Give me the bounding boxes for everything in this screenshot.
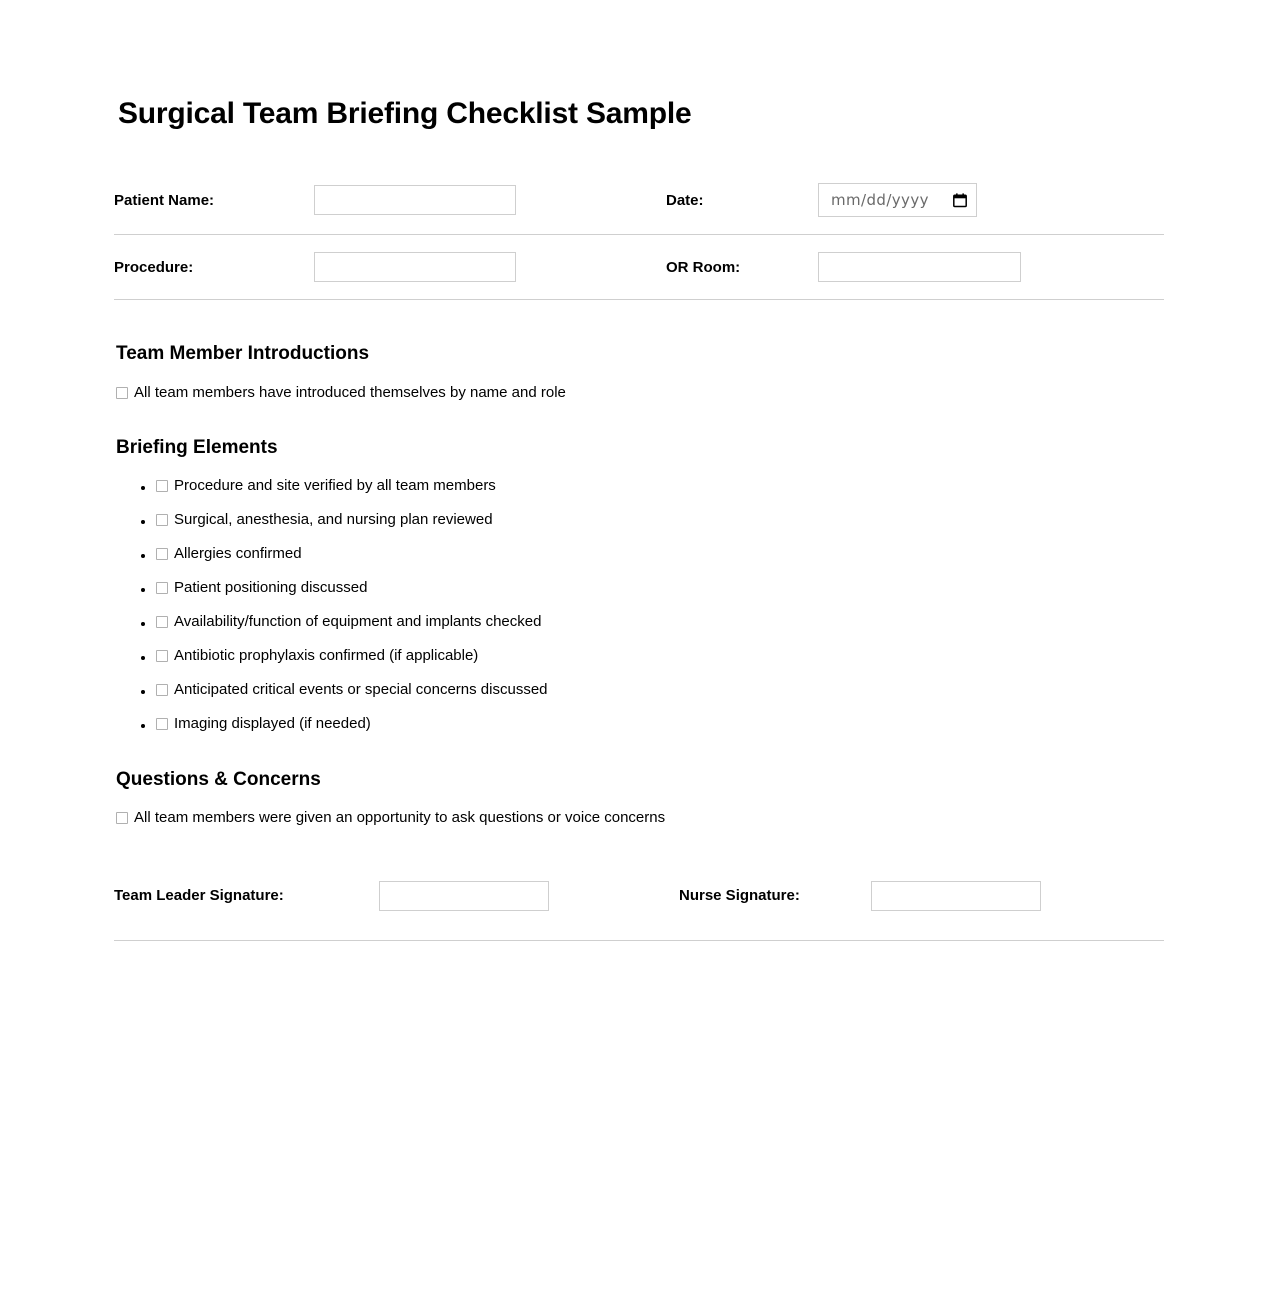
table-row: [114, 166, 1164, 235]
list-item: [156, 612, 1164, 632]
team-leader-signature-input[interactable]: [379, 881, 549, 911]
briefing-elements-list: [114, 476, 1164, 734]
section-heading-team-member-introductions: Team Member Introductions: [116, 343, 370, 364]
checkbox-briefing-3[interactable]: [156, 582, 168, 594]
checkbox-label-briefing-4[interactable]: • Availability/function of equipment and implants checked: [174, 613, 542, 630]
checkbox-label-briefing-6[interactable]: • Anticipated critical events or special concerns discussed: [174, 681, 548, 698]
team-leader-signature-cell: [379, 865, 679, 927]
checkbox-briefing-1[interactable]: [156, 514, 168, 526]
checkbox-label-briefing-5[interactable]: • Antibiotic prophylaxis confirmed (if applicable): [174, 647, 479, 664]
patient-info-table: [114, 166, 1164, 300]
checklist-row-introductions: [114, 383, 1164, 403]
or-room-label: OR Room:: [666, 235, 818, 300]
checkbox-label-briefing-2[interactable]: • Allergies confirmed: [174, 545, 302, 562]
signature-table: [114, 865, 1164, 927]
procedure-input[interactable]: [314, 252, 516, 282]
section-heading-briefing-elements: Briefing Elements: [116, 437, 278, 459]
checkbox-label-introductions-0[interactable]: All team members have introduced themselves by name and role: [134, 383, 566, 401]
checkbox-introductions-0[interactable]: [116, 387, 128, 399]
procedure-cell: [314, 235, 666, 300]
table-row: [114, 235, 1164, 300]
table-row: [114, 865, 1164, 927]
checklist-row-questions: [114, 808, 1164, 828]
checkbox-briefing-0[interactable]: [156, 480, 168, 492]
section-heading-questions-concerns: Questions & Concerns: [116, 768, 321, 790]
list-item: [156, 680, 1164, 700]
list-item: [156, 544, 1164, 564]
checkbox-briefing-2[interactable]: [156, 548, 168, 560]
checkbox-briefing-7[interactable]: [156, 718, 168, 730]
date-label: Date:: [666, 166, 818, 235]
document-content: [114, 96, 1164, 941]
checkbox-label-briefing-1[interactable]: • Surgical, anesthesia, and nursing plan reviewed: [174, 511, 493, 528]
checkbox-briefing-4[interactable]: [156, 616, 168, 628]
checkbox-label-briefing-7[interactable]: • Imaging displayed (if needed): [174, 715, 371, 732]
list-item: [156, 714, 1164, 734]
or-room-input[interactable]: [818, 252, 1021, 282]
patient-name-input[interactable]: [314, 185, 516, 215]
team-leader-signature-label: Team Leader Signature:: [114, 887, 284, 905]
checkbox-label-questions-0[interactable]: All team members were given an opportunity to ask questions or voice concerns: [134, 809, 666, 827]
list-item: [156, 646, 1164, 666]
date-placeholder-text: mm/dd/yyyy: [831, 191, 929, 209]
date-input[interactable]: [818, 183, 977, 217]
date-cell: [818, 166, 1164, 235]
list-item: [156, 578, 1164, 598]
checkbox-label-briefing-3[interactable]: • Patient positioning discussed: [174, 579, 368, 596]
checkbox-label-briefing-0[interactable]: • Procedure and site verified by all team members: [174, 477, 496, 494]
page-title: Surgical Team Briefing Checklist Sample: [118, 97, 692, 130]
or-room-cell: [818, 235, 1164, 300]
list-item: [156, 510, 1164, 530]
checkbox-questions-0[interactable]: [116, 812, 128, 824]
calendar-icon[interactable]: [953, 193, 967, 208]
nurse-signature-input[interactable]: [871, 881, 1041, 911]
checkbox-briefing-6[interactable]: [156, 684, 168, 696]
patient-name-cell: [314, 166, 666, 235]
nurse-signature-cell: [871, 865, 1164, 927]
patient-name-label: Patient Name:: [114, 166, 314, 235]
bottom-divider: [114, 940, 1164, 941]
list-item: [156, 476, 1164, 496]
procedure-label: Procedure:: [114, 235, 314, 300]
nurse-signature-label: Nurse Signature:: [679, 887, 800, 905]
checkbox-briefing-5[interactable]: [156, 650, 168, 662]
